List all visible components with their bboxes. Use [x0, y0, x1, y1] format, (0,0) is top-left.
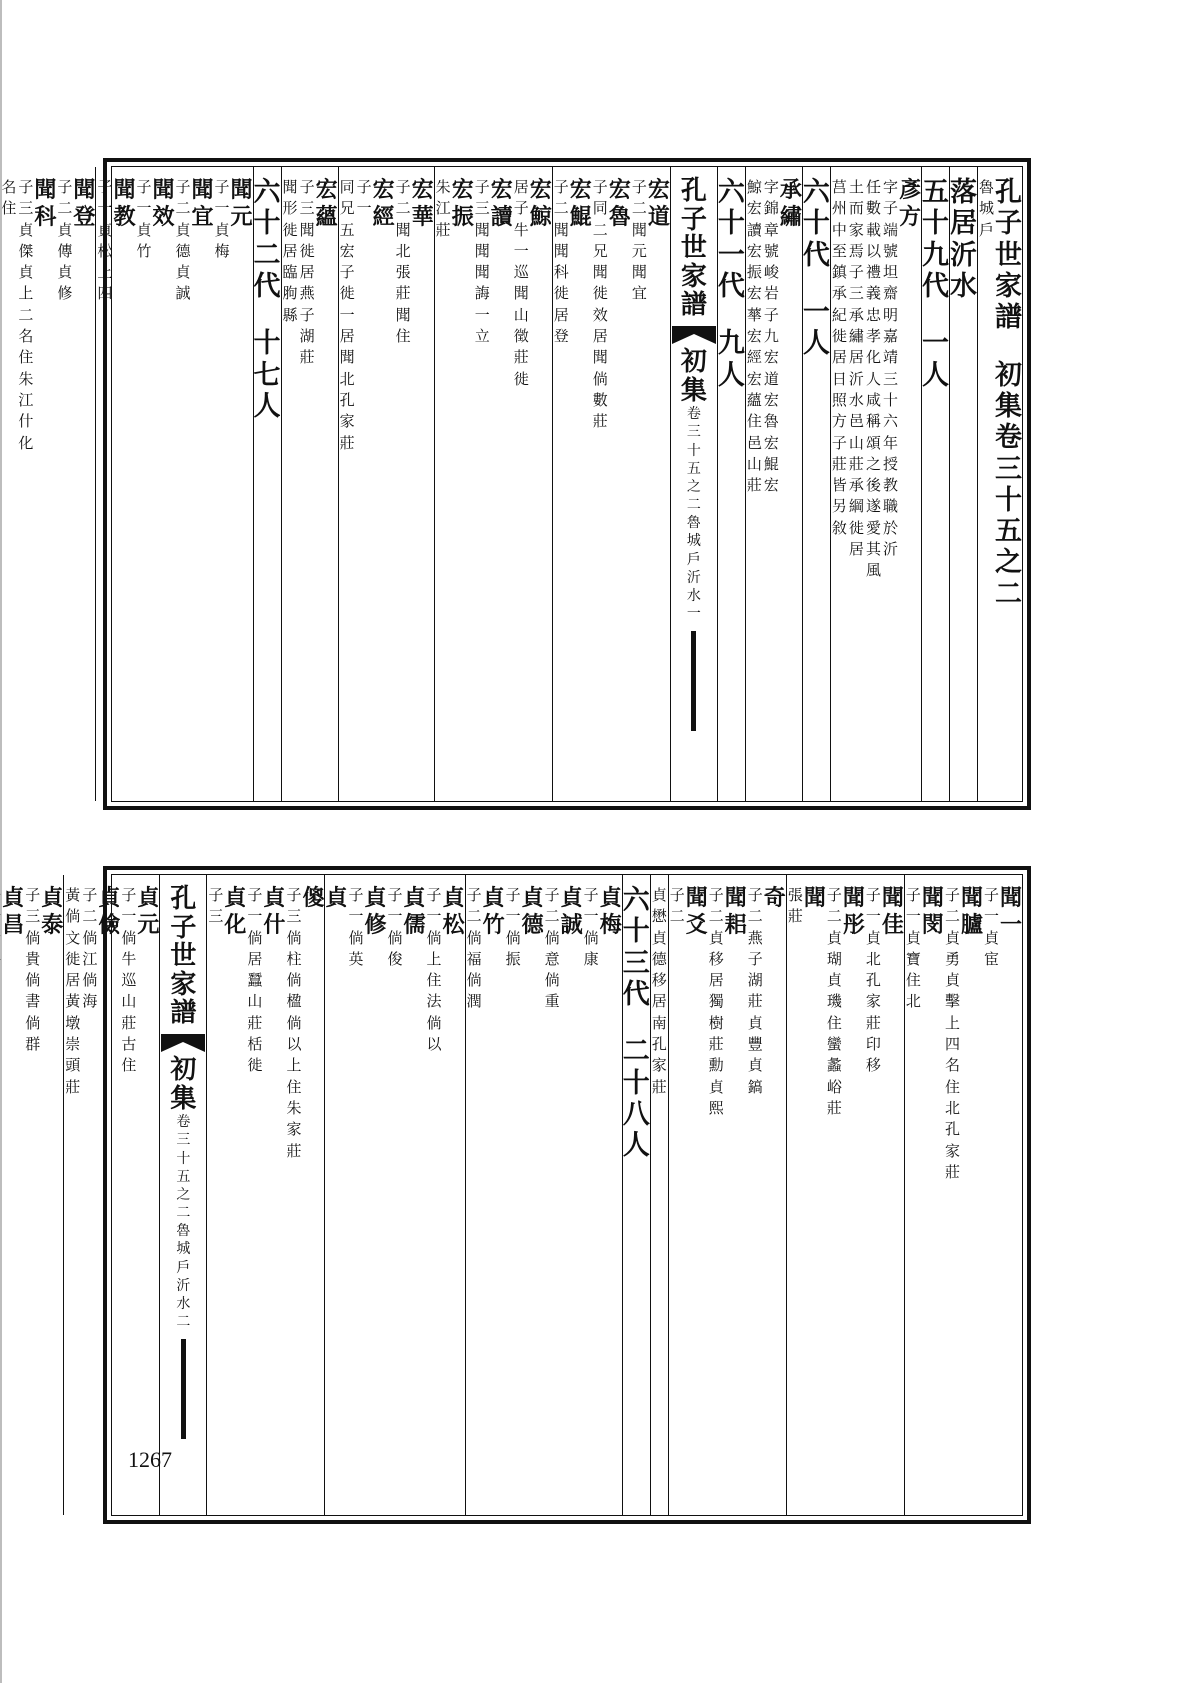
person-name: 宏 經 — [372, 177, 395, 231]
person-note: 子 一 貞 梅 — [214, 178, 230, 260]
person-name: 聞 爻 — [685, 885, 708, 939]
person-note: 子 二 貞 勇 貞 擊 上 四 名 住 北 孔 家 莊 — [944, 886, 960, 1181]
column — [622, 875, 650, 1515]
person-name: 貞 — [325, 885, 348, 911]
book-gutter — [159, 875, 206, 1515]
person-name: 聞 佳 — [881, 885, 904, 939]
column — [0, 875, 63, 1515]
generation-heading: 五 十 九 代 一 人 — [921, 177, 949, 391]
gutter-bar — [181, 1339, 186, 1439]
person-name: 聞 臚 — [960, 885, 983, 939]
person-note: 子 一 — [356, 178, 372, 218]
person-name: 貞 儒 — [403, 885, 426, 939]
person-name: 貞 什 — [263, 885, 286, 939]
person-note: 名 住 — [1, 178, 17, 218]
gutter-detail: 二 — [176, 1314, 191, 1331]
column — [95, 167, 252, 801]
person-note: 子 一 倘 俊 — [387, 886, 403, 968]
person-name: 貞 德 — [521, 885, 544, 939]
person-name: 宏 華 — [411, 177, 434, 231]
page-columns — [2, 874, 1023, 1516]
column — [0, 167, 95, 801]
person-note: 朱 江 莊 — [435, 178, 451, 239]
person-note: 子 二 貞 瑚 貞 璣 住 蠻 蠡 峪 莊 — [826, 886, 842, 1117]
person-note: 貞 懋 貞 德 移 居 南 孔 家 莊 — [651, 886, 667, 1096]
person-name: 奇 — [763, 885, 786, 911]
page-number: 1267 — [128, 1447, 172, 1472]
person-note: 子 二 燕 子 湖 莊 貞 豐 貞 鎬 — [747, 886, 763, 1096]
person-name: 宏 道 — [647, 177, 670, 231]
column — [650, 875, 668, 1515]
person-note: 字 子 端 號 坦 齋 明 嘉 靖 三 十 六 年 授 教 職 於 沂 — [882, 178, 898, 559]
person-note: 黃 倘 文 徙 居 黃 墩 崇 頭 莊 — [65, 886, 81, 1096]
person-name: 貞 梅 — [599, 885, 622, 939]
person-name: 聞 宜 — [191, 177, 214, 231]
person-note: 子 二 倘 福 倘 潤 — [466, 886, 482, 1011]
person-name: 貞 泰 — [41, 885, 64, 939]
column — [949, 167, 977, 801]
gutter-volume: 初 集 — [170, 1054, 197, 1114]
person-note: 子 同 二 兄 聞 徙 效 居 聞 倘 數 莊 — [592, 178, 608, 431]
text-line: 落 居 沂 水 — [949, 177, 977, 302]
column — [338, 167, 434, 801]
person-name: 貞 誠 — [560, 885, 583, 939]
genealogy-page-bottom — [2, 866, 1031, 1524]
person-name: 聞 科 — [34, 177, 57, 231]
person-note: 子 二 貞 傳 貞 修 — [57, 178, 73, 303]
person-note: 子 三 — [208, 886, 224, 926]
person-note: 子 三 倘 柱 倘 楹 倘 以 上 住 朱 家 莊 — [286, 886, 302, 1160]
person-note: 子 一 貞 寶 住 北 — [905, 886, 921, 1011]
gutter-detail: 卷 三 十 五 之 二 — [176, 1114, 191, 1222]
person-name: 聞 元 — [230, 177, 253, 231]
gutter-volume: 初 集 — [680, 346, 707, 406]
book-gutter — [670, 167, 717, 801]
gutter-detail: 魯 城 戶 — [176, 1223, 191, 1276]
person-name: 貞 竹 — [482, 885, 505, 939]
column — [921, 167, 949, 801]
person-note: 子 一 倘 康 — [583, 886, 599, 968]
person-note: 子 三 聞 聞 聞 誨 一 立 — [474, 178, 490, 346]
column — [786, 875, 904, 1515]
person-note: 張 莊 — [787, 886, 803, 926]
person-name: 聞 登 — [73, 177, 96, 231]
gutter-title: 孔 子 世 家 譜 — [680, 176, 707, 321]
column — [552, 167, 670, 801]
person-note: 居 子 牛 一 巡 聞 山 徵 莊 徙 — [513, 178, 529, 388]
person-note: 子 二 貞 德 貞 誠 — [175, 178, 191, 303]
person-name: 貞 元 — [137, 885, 160, 939]
column — [668, 875, 786, 1515]
person-name: 宏 振 — [451, 177, 474, 231]
person-name: 傻 — [302, 885, 325, 911]
column — [717, 167, 745, 801]
person-note: 子 一 倘 上 住 法 倘 以 — [426, 886, 442, 1054]
person-name: 宏 鯨 — [529, 177, 552, 231]
generation-heading: 六 十 二 代 十 七 人 — [253, 177, 281, 422]
person-note: 任 數 載 以 禮 義 忠 孝 化 人 咸 稱 頌 之 後 遂 愛 其 風 — [865, 178, 881, 580]
column — [802, 167, 830, 801]
column — [904, 875, 1022, 1515]
person-note: 子 二 貞 移 居 獨 樹 莊 勳 貞 熙 — [708, 886, 724, 1117]
column — [830, 167, 921, 801]
gutter-detail: 一 — [686, 606, 701, 623]
generation-heading: 六 十 一 代 九 人 — [717, 177, 745, 391]
column — [281, 167, 338, 801]
column — [206, 875, 324, 1515]
person-name: 宏 魯 — [608, 177, 631, 231]
column — [253, 167, 281, 801]
gutter-detail: 沂 水 — [176, 1277, 191, 1313]
person-note: 子 一 倘 振 — [505, 886, 521, 968]
column — [745, 167, 802, 801]
text-line: 孔 子 世 家 譜 初 集 卷 三 十 五 之 二 — [995, 177, 1022, 610]
person-note: 字 錦 章 號 峻 岩 子 九 宏 道 宏 魯 宏 鯤 宏 — [763, 178, 779, 495]
person-note: 鯨 宏 讀 宏 振 宏 蕐 宏 經 宏 蘊 住 邑 山 莊 — [746, 178, 762, 495]
person-note — [0, 885, 1, 1515]
text-line: 魯 城 戶 — [978, 178, 994, 239]
person-note: 子 二 聞 北 張 莊 聞 住 — [395, 178, 411, 346]
person-note: 子 一 貞 竹 — [136, 178, 152, 260]
person-note: 子 一 貞 宦 — [983, 886, 999, 968]
person-name: 宏 鯤 — [569, 177, 592, 231]
genealogy-page-top — [1, 158, 1031, 810]
person-name: 聞 閔 — [921, 885, 944, 939]
person-name: 承 繡 — [779, 177, 802, 231]
person-note: 子 三 聞 徙 居 燕 子 湖 莊 — [299, 178, 315, 367]
column — [434, 167, 552, 801]
person-note: 子 二 聞 元 聞 宜 — [631, 178, 647, 303]
person-note: 子 二 倘 意 倘 重 — [544, 886, 560, 1011]
person-note: 子 二 倘 江 倘 海 — [82, 886, 98, 1011]
person-note: 子 一 倘 英 — [348, 886, 364, 968]
person-note: 子 一 貞 松 上 四 — [97, 178, 113, 303]
person-note: 子 三 貞 傑 貞 上 二 名 住 朱 江 什 化 — [18, 178, 34, 452]
person-note: 子 一 倘 牛 巡 山 莊 古 住 — [121, 886, 137, 1075]
person-name: 聞 一 — [999, 885, 1022, 939]
gutter-detail: 卷 三 十 五 之 二 — [686, 406, 701, 514]
person-name: 貞 儉 — [98, 885, 121, 939]
person-name: 貞 松 — [442, 885, 465, 939]
person-note: 莒 州 中 至 鎮 承 紀 徙 居 日 照 方 子 莊 皆 另 敘 — [831, 178, 847, 537]
gutter-bar — [691, 631, 696, 731]
person-note: 子 三 倘 貴 倘 書 倘 群 — [25, 886, 41, 1054]
person-name: 貞 修 — [364, 885, 387, 939]
person-name: 聞 效 — [152, 177, 175, 231]
column — [465, 875, 622, 1515]
fishtail-mark-icon — [672, 326, 716, 344]
person-name: 聞 彤 — [842, 885, 865, 939]
gutter-detail: 沂 水 — [686, 569, 701, 605]
person-name: 貞 昌 — [2, 885, 25, 939]
person-name: 聞 — [803, 885, 826, 911]
generation-heading: 六 十 三 代 二 十 八 人 — [622, 885, 650, 1162]
column — [324, 875, 464, 1515]
person-name: 彥 方 — [898, 177, 921, 231]
person-note: 聞 形 徙 居 臨 胊 縣 — [282, 178, 298, 324]
person-name: 聞 教 — [113, 177, 136, 231]
person-name: 聞 耜 — [724, 885, 747, 939]
gutter-detail: 魯 城 戶 — [686, 515, 701, 568]
person-name: 宏 蘊 — [315, 177, 338, 231]
person-name: 宏 讀 — [490, 177, 513, 231]
person-name: 貞 化 — [224, 885, 247, 939]
person-note: 子 一 倘 居 蠶 山 莊 栝 徙 — [247, 886, 263, 1075]
fishtail-mark-icon — [161, 1034, 205, 1052]
person-note: 同 兄 五 宏 子 徙 一 居 聞 北 孔 家 莊 — [339, 178, 355, 452]
column — [977, 167, 1022, 801]
column — [63, 875, 159, 1515]
person-note: 土 而 家 焉 子 三 承 繡 居 沂 水 邑 山 莊 承 綱 徙 居 — [848, 178, 864, 559]
gutter-title: 孔 子 世 家 譜 — [170, 884, 197, 1029]
person-note: 子 一 貞 北 孔 家 莊 印 移 — [865, 886, 881, 1075]
person-note: 子 二 聞 聞 科 徙 居 登 — [553, 178, 569, 346]
person-note: 子 二 — [669, 886, 685, 926]
generation-heading: 六 十 代 一 人 — [802, 177, 830, 360]
page-columns — [1, 166, 1023, 802]
